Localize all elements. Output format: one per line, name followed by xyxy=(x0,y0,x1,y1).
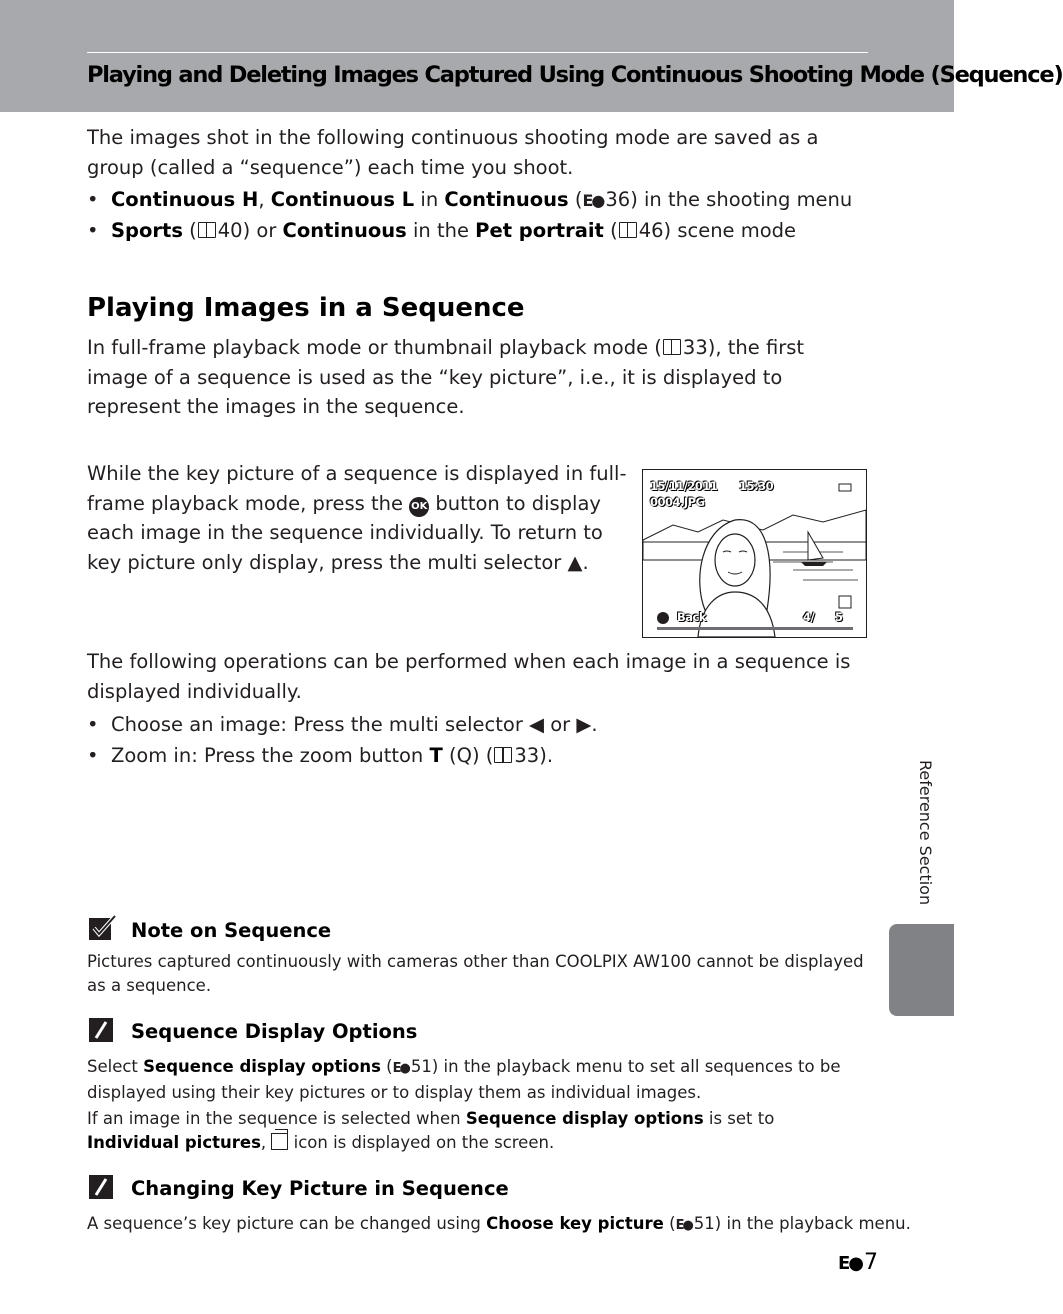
text-fragment: ( xyxy=(568,188,583,211)
screen-date: 15/11/2011 xyxy=(650,479,718,493)
text-fragment: ) or xyxy=(242,219,283,242)
scene-sports: Sports xyxy=(111,219,183,242)
side-section-label: Reference Section xyxy=(916,760,935,906)
screen-total: 5 xyxy=(835,610,843,624)
reference-section-icon: E● xyxy=(675,1218,692,1233)
note-text xyxy=(87,1055,867,1105)
book-icon xyxy=(619,222,637,238)
book-icon xyxy=(663,339,681,355)
section-paragraph-3: The following operations can be performed when each image in a sequence is displayed individually. xyxy=(87,650,851,703)
zoom-tele-icon: T xyxy=(429,744,443,767)
text-fragment: ( xyxy=(603,219,618,242)
page-title: Playing and Deleting Images Captured Using Continuous Shooting Mode (Sequence) xyxy=(87,62,1063,88)
checkmark-note-icon xyxy=(88,914,118,942)
menu-option: Sequence display options xyxy=(143,1057,381,1076)
section-heading: Playing Images in a Sequence xyxy=(87,293,525,323)
page-reference: 51 xyxy=(693,1214,715,1233)
page-reference: 51 xyxy=(410,1057,432,1076)
note-heading: Note on Sequence xyxy=(131,919,332,942)
text-fragment: , xyxy=(260,1133,272,1152)
menu-option: Sequence display options xyxy=(465,1109,704,1128)
intro-bullet-list xyxy=(87,184,852,246)
book-icon xyxy=(198,222,216,238)
text-fragment: button to display each image in the sequence individually. To return to key picture only display, press the multi selector xyxy=(87,491,603,574)
list-item xyxy=(87,709,598,740)
page-reference: 33 xyxy=(514,744,540,767)
screen-time: 15:30 xyxy=(739,479,774,493)
page-reference: 33 xyxy=(682,336,708,359)
text-fragment: A sequence’s key picture can be changed using xyxy=(87,1214,487,1233)
left-arrow-icon: ◀ xyxy=(529,713,545,736)
text-fragment: While the key picture of a sequence is displayed in full-frame playback mode, press the xyxy=(87,462,627,515)
header-rule xyxy=(87,52,868,53)
reference-section-icon: E● xyxy=(582,191,604,210)
camera-screen-illustration xyxy=(642,469,867,638)
section-tab xyxy=(889,924,954,1016)
text-fragment: in xyxy=(414,188,445,211)
book-icon xyxy=(494,747,512,763)
note-text: Pictures captured continuously with cameras other than COOLPIX AW100 cannot be displayed as a sequence. xyxy=(87,952,864,995)
setting-continuous: Continuous xyxy=(444,188,569,211)
text-fragment: icon is displayed on the screen. xyxy=(288,1133,555,1152)
text-fragment: ) in the shooting menu xyxy=(630,188,853,211)
list-item xyxy=(87,184,852,215)
menu-option: Choose key picture xyxy=(486,1214,664,1233)
list-item xyxy=(87,215,852,246)
page-reference: 40 xyxy=(217,219,243,242)
text-fragment: If an image in the sequence is selected when xyxy=(87,1109,466,1128)
page-reference: 36 xyxy=(605,188,631,211)
pencil-note-icon xyxy=(88,1173,118,1201)
list-item xyxy=(87,740,598,771)
text-fragment: ) scene mode xyxy=(663,219,797,242)
reference-section-icon: E● xyxy=(838,1253,863,1274)
note-text xyxy=(87,1212,911,1238)
operations-list xyxy=(87,709,598,771)
text-fragment: . xyxy=(591,713,598,736)
text-fragment: In full-frame playback mode or thumbnail playback mode ( xyxy=(87,336,662,359)
text-fragment: ) in the playback menu to set all sequences to be displayed using their key pictures or to display them as individual images. xyxy=(87,1057,841,1102)
text-fragment: ( xyxy=(663,1214,676,1233)
screen-filename: 0004.JPG xyxy=(650,495,705,509)
setting-continuous: Continuous xyxy=(282,219,407,242)
note-heading: Sequence Display Options xyxy=(131,1020,418,1043)
text-fragment: or xyxy=(544,713,577,736)
text-fragment: ) ( xyxy=(471,744,494,767)
intro-paragraph: The images shot in the following continuous shooting mode are saved as a group (called a “sequence”) each time you shoot. xyxy=(87,126,819,179)
reference-section-icon: E● xyxy=(392,1061,409,1076)
text-fragment: Select xyxy=(87,1057,144,1076)
page-number xyxy=(838,1250,878,1275)
screen-back-label: Back xyxy=(677,610,706,624)
text-fragment: ). xyxy=(539,744,554,767)
header-band xyxy=(0,0,1063,112)
text-fragment: Zoom in: Press the zoom button xyxy=(111,744,430,767)
text-fragment: ( xyxy=(380,1057,393,1076)
section-paragraph-2 xyxy=(87,459,627,577)
setting-continuous-l: Continuous L xyxy=(270,188,415,211)
menu-option: Individual pictures xyxy=(87,1133,261,1152)
section-paragraph-1 xyxy=(87,333,867,422)
sequence-stack-icon xyxy=(271,1133,288,1150)
pencil-note-icon xyxy=(88,1016,118,1044)
screen-counter: 4/ xyxy=(803,610,815,624)
up-arrow-icon: ▲ xyxy=(567,550,583,574)
text-fragment: . xyxy=(582,550,589,574)
note-heading: Changing Key Picture in Sequence xyxy=(131,1177,509,1200)
text-fragment: ), the first image of a sequence is used as the “key picture”, i.e., it is displayed to represent the images in the sequence. xyxy=(87,336,805,418)
text-fragment: , xyxy=(258,188,271,211)
scene-pet-portrait: Pet portrait xyxy=(475,219,604,242)
page-number-value: 7 xyxy=(864,1250,879,1275)
right-arrow-icon: ▶ xyxy=(576,713,592,736)
setting-continuous-h: Continuous H xyxy=(111,188,259,211)
magnify-icon: Q xyxy=(456,744,472,767)
text-fragment: ( xyxy=(182,219,197,242)
text-fragment: ) in the playback menu. xyxy=(714,1214,911,1233)
text-fragment: ( xyxy=(442,744,457,767)
text-fragment: Choose an image: Press the multi selector xyxy=(111,713,530,736)
page-reference: 46 xyxy=(638,219,664,242)
text-fragment: is set to xyxy=(703,1109,775,1128)
note-text xyxy=(87,1107,867,1155)
text-fragment: in the xyxy=(406,219,476,242)
ok-button-icon: OK xyxy=(409,497,429,517)
